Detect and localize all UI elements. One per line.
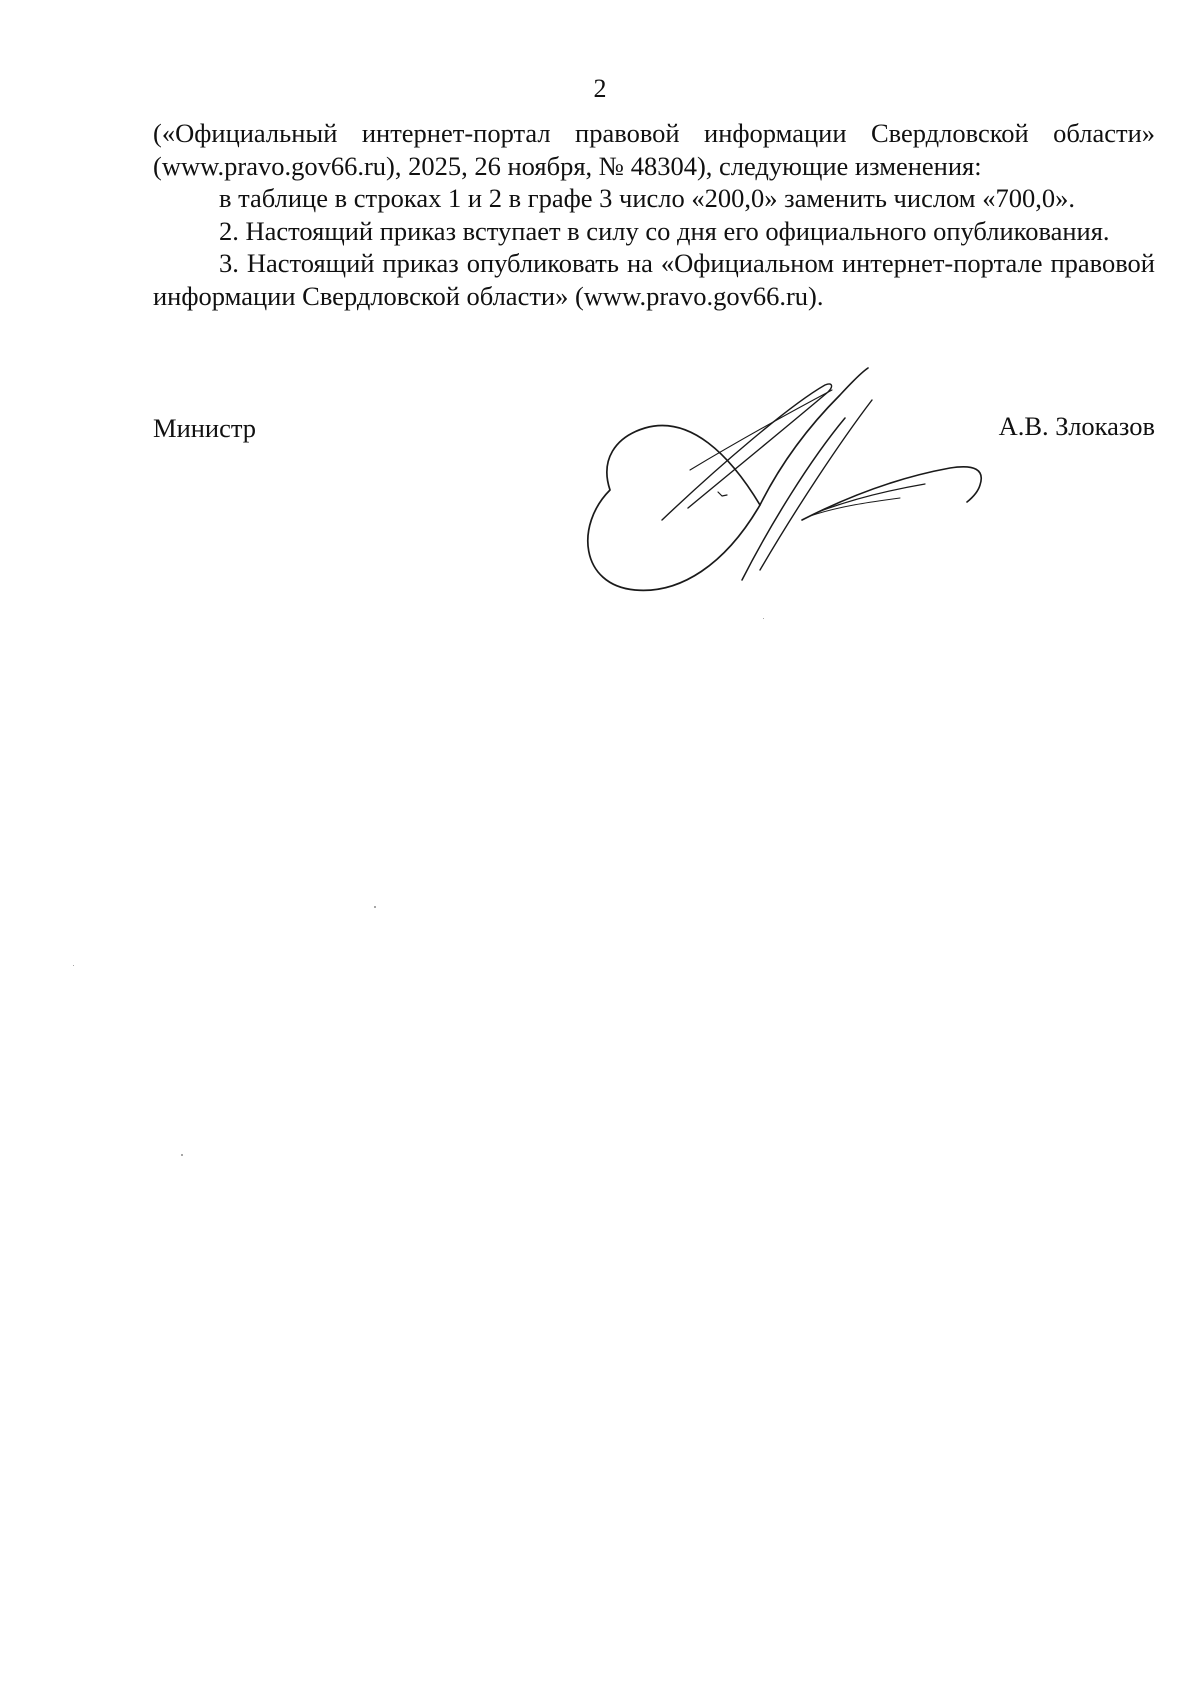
signatory-name: А.В. Злоказов — [998, 411, 1155, 441]
paragraph-effective-date: 2. Настоящий приказ вступает в силу со дня его официального опубликования. — [219, 215, 1110, 246]
paragraph-publication-source: («Официальный интернет-портал правовой информации Свердловской области» (www.pravo.gov66.ru), 2025, 26 ноября, № 48304), следующие изменения: — [153, 118, 1155, 181]
scan-speck — [374, 906, 376, 908]
signature-block — [0, 0, 1200, 620]
scan-speck — [73, 965, 74, 966]
scan-speck — [763, 618, 764, 619]
paragraph-publication-order: 3. Настоящий приказ опубликовать на «Официальном интернет-портале правовой информации Свердловской области» (www.pravo.gov66.ru). — [153, 248, 1155, 311]
scan-speck — [181, 1154, 183, 1156]
page-number: 2 — [593, 74, 607, 103]
paragraph-table-change: в таблице в строках 1 и 2 в графе 3 число «200,0» заменить числом «700,0». — [219, 183, 1075, 214]
signatory-position: Министр — [153, 413, 257, 443]
handwritten-signature — [570, 360, 1010, 600]
